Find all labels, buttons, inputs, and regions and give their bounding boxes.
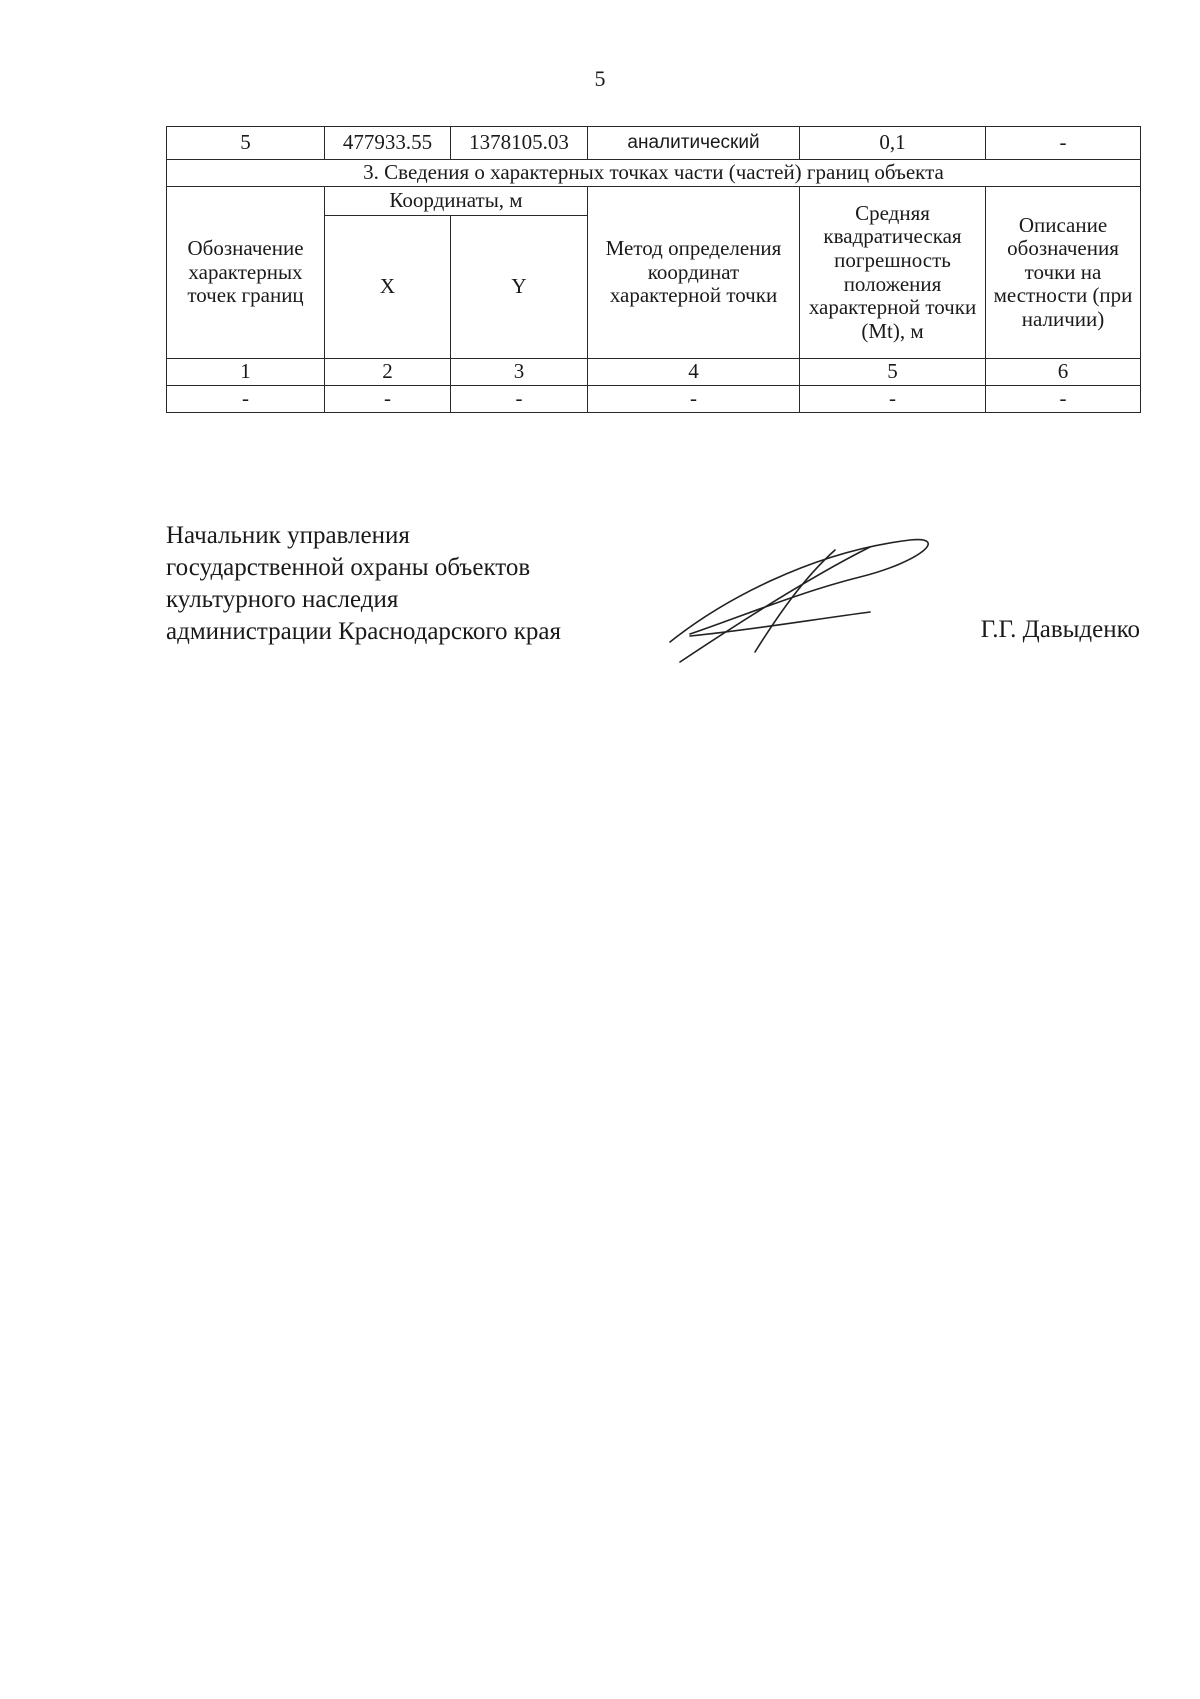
- position-line: культурного наследия: [166, 586, 399, 613]
- table-cell: -: [986, 385, 1141, 412]
- table-cell: 5: [800, 359, 986, 386]
- position-line: государственной охраны объектов: [166, 554, 531, 581]
- header-error: Средняя квадратическая погрешность положения характерной точки (Mt), м: [800, 187, 986, 359]
- table-cell: 3: [451, 359, 588, 386]
- column-index-row: [167, 359, 1141, 386]
- signatory-position: [166, 520, 561, 648]
- table-cell: 6: [986, 359, 1141, 386]
- table-cell: -: [325, 385, 451, 412]
- table-row: [167, 127, 1141, 160]
- table-cell: -: [451, 385, 588, 412]
- header-row: [167, 187, 1141, 216]
- position-line: Начальник управления: [166, 522, 410, 549]
- table-cell: 0,1: [800, 127, 986, 160]
- table-cell: 5: [167, 127, 325, 160]
- section-title: 3. Сведения о характерных точках части (частей) границ объекта: [167, 160, 1141, 187]
- header-x: X: [325, 216, 451, 359]
- section-title-row: [167, 160, 1141, 187]
- table-cell: аналитический: [588, 127, 800, 160]
- header-method: Метод определения координат характерной точки: [588, 187, 800, 359]
- table-cell: 2: [325, 359, 451, 386]
- table-cell: -: [167, 385, 325, 412]
- position-line: администрации Краснодарского края: [166, 618, 562, 645]
- table-cell: 1378105.03: [451, 127, 588, 160]
- table-cell: -: [800, 385, 986, 412]
- header-y: Y: [451, 216, 588, 359]
- table-cell: 477933.55: [325, 127, 451, 160]
- boundary-points-table: [166, 126, 1141, 413]
- header-description: Описание обозначения точки на местности (при наличии): [986, 187, 1141, 359]
- table-cell: -: [986, 127, 1141, 160]
- handwritten-signature: [660, 522, 940, 672]
- table-cell: 4: [588, 359, 800, 386]
- table-cell: 1: [167, 359, 325, 386]
- header-coordinates: Координаты, м: [325, 187, 588, 216]
- signer-name: Г.Г. Давыденко: [980, 616, 1140, 643]
- table-row: [167, 385, 1141, 412]
- table-cell: -: [588, 385, 800, 412]
- header-designation: Обозначение характерных точек границ: [167, 187, 325, 359]
- page-number: 5: [594, 66, 606, 91]
